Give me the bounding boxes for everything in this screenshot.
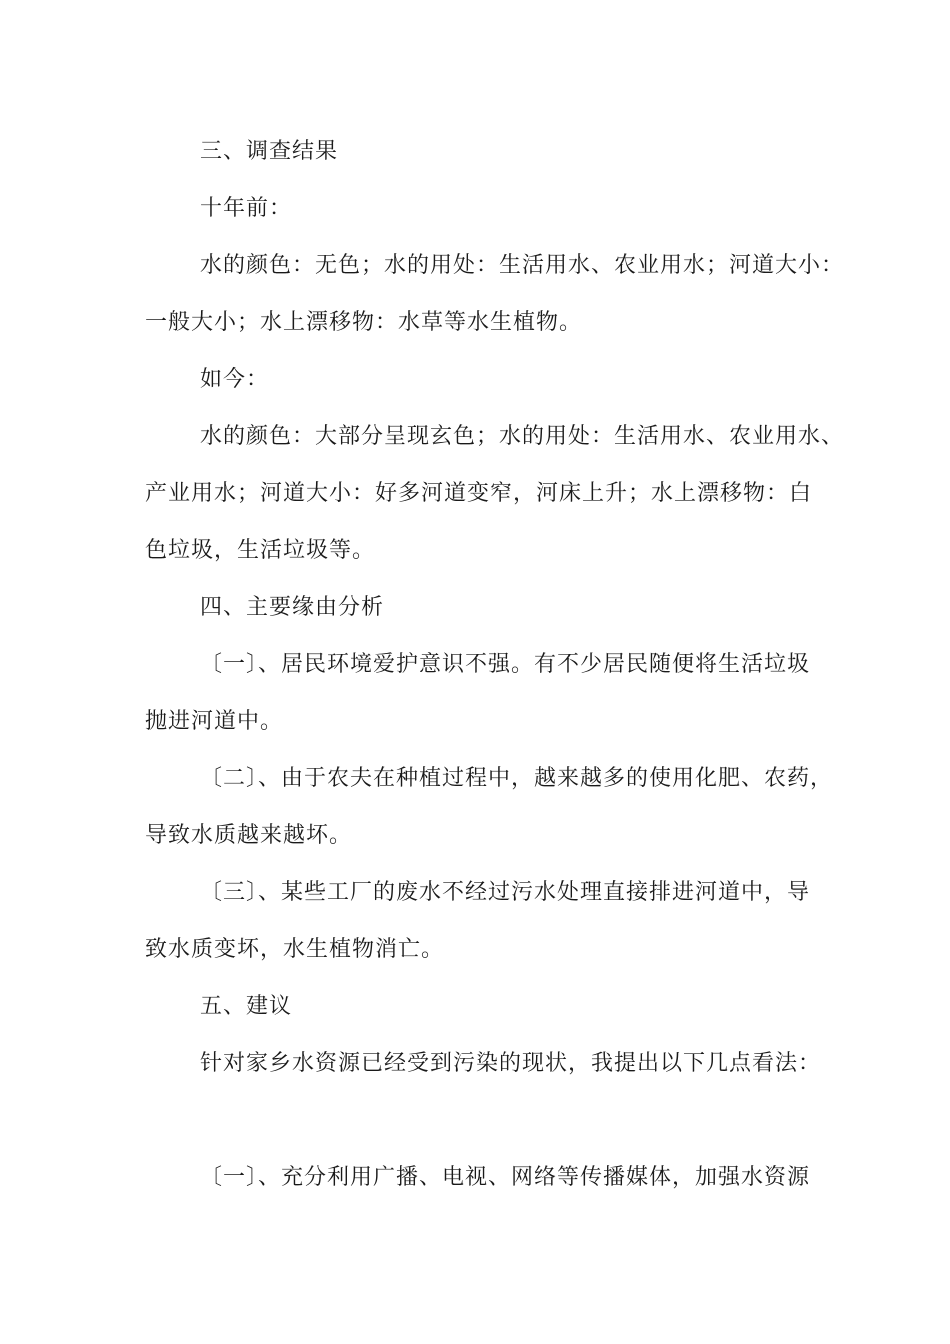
section-heading-suggestions: 五、建议	[200, 994, 293, 1019]
paragraph-line: 〔二〕、由于农夫在种植过程中，越来越多的使用化肥、农药，	[200, 766, 834, 791]
paragraph-line: 〔一〕、居民环境爱护意识不强。有不少居民随便将生活垃圾	[200, 652, 811, 677]
paragraph-line: 致水质变坏，水生植物消亡。	[145, 937, 445, 962]
paragraph-line: 色垃圾，生活垃圾等。	[145, 538, 376, 563]
paragraph-line: 产业用水；河道大小：好多河道变窄，河床上升；水上漂移物：白	[145, 481, 813, 506]
paragraph-line: 十年前：	[200, 196, 293, 221]
paragraph-line: 如今：	[200, 367, 270, 392]
paragraph-line: 水的颜色：大部分呈现玄色；水的用处：生活用水、农业用水、	[200, 424, 845, 449]
section-heading-analysis: 四、主要缘由分析	[200, 595, 385, 620]
section-heading-results: 三、调查结果	[200, 139, 339, 164]
paragraph-line: 抛进河道中。	[145, 709, 284, 734]
paragraph-line: 〔一〕、充分利用广播、电视、网络等传播媒体，加强水资源	[200, 1165, 811, 1190]
paragraph-line: 针对家乡水资源已经受到污染的现状，我提出以下几点看法：	[200, 1051, 822, 1076]
paragraph-line: 水的颜色：无色；水的用处：生活用水、农业用水；河道大小：	[200, 253, 845, 278]
paragraph-line: 一般大小；水上漂移物：水草等水生植物。	[145, 310, 583, 335]
paragraph-line: 〔三〕、某些工厂的废水不经过污水处理直接排进河道中，导	[200, 880, 811, 905]
paragraph-line: 导致水质越来越坏。	[145, 823, 353, 848]
